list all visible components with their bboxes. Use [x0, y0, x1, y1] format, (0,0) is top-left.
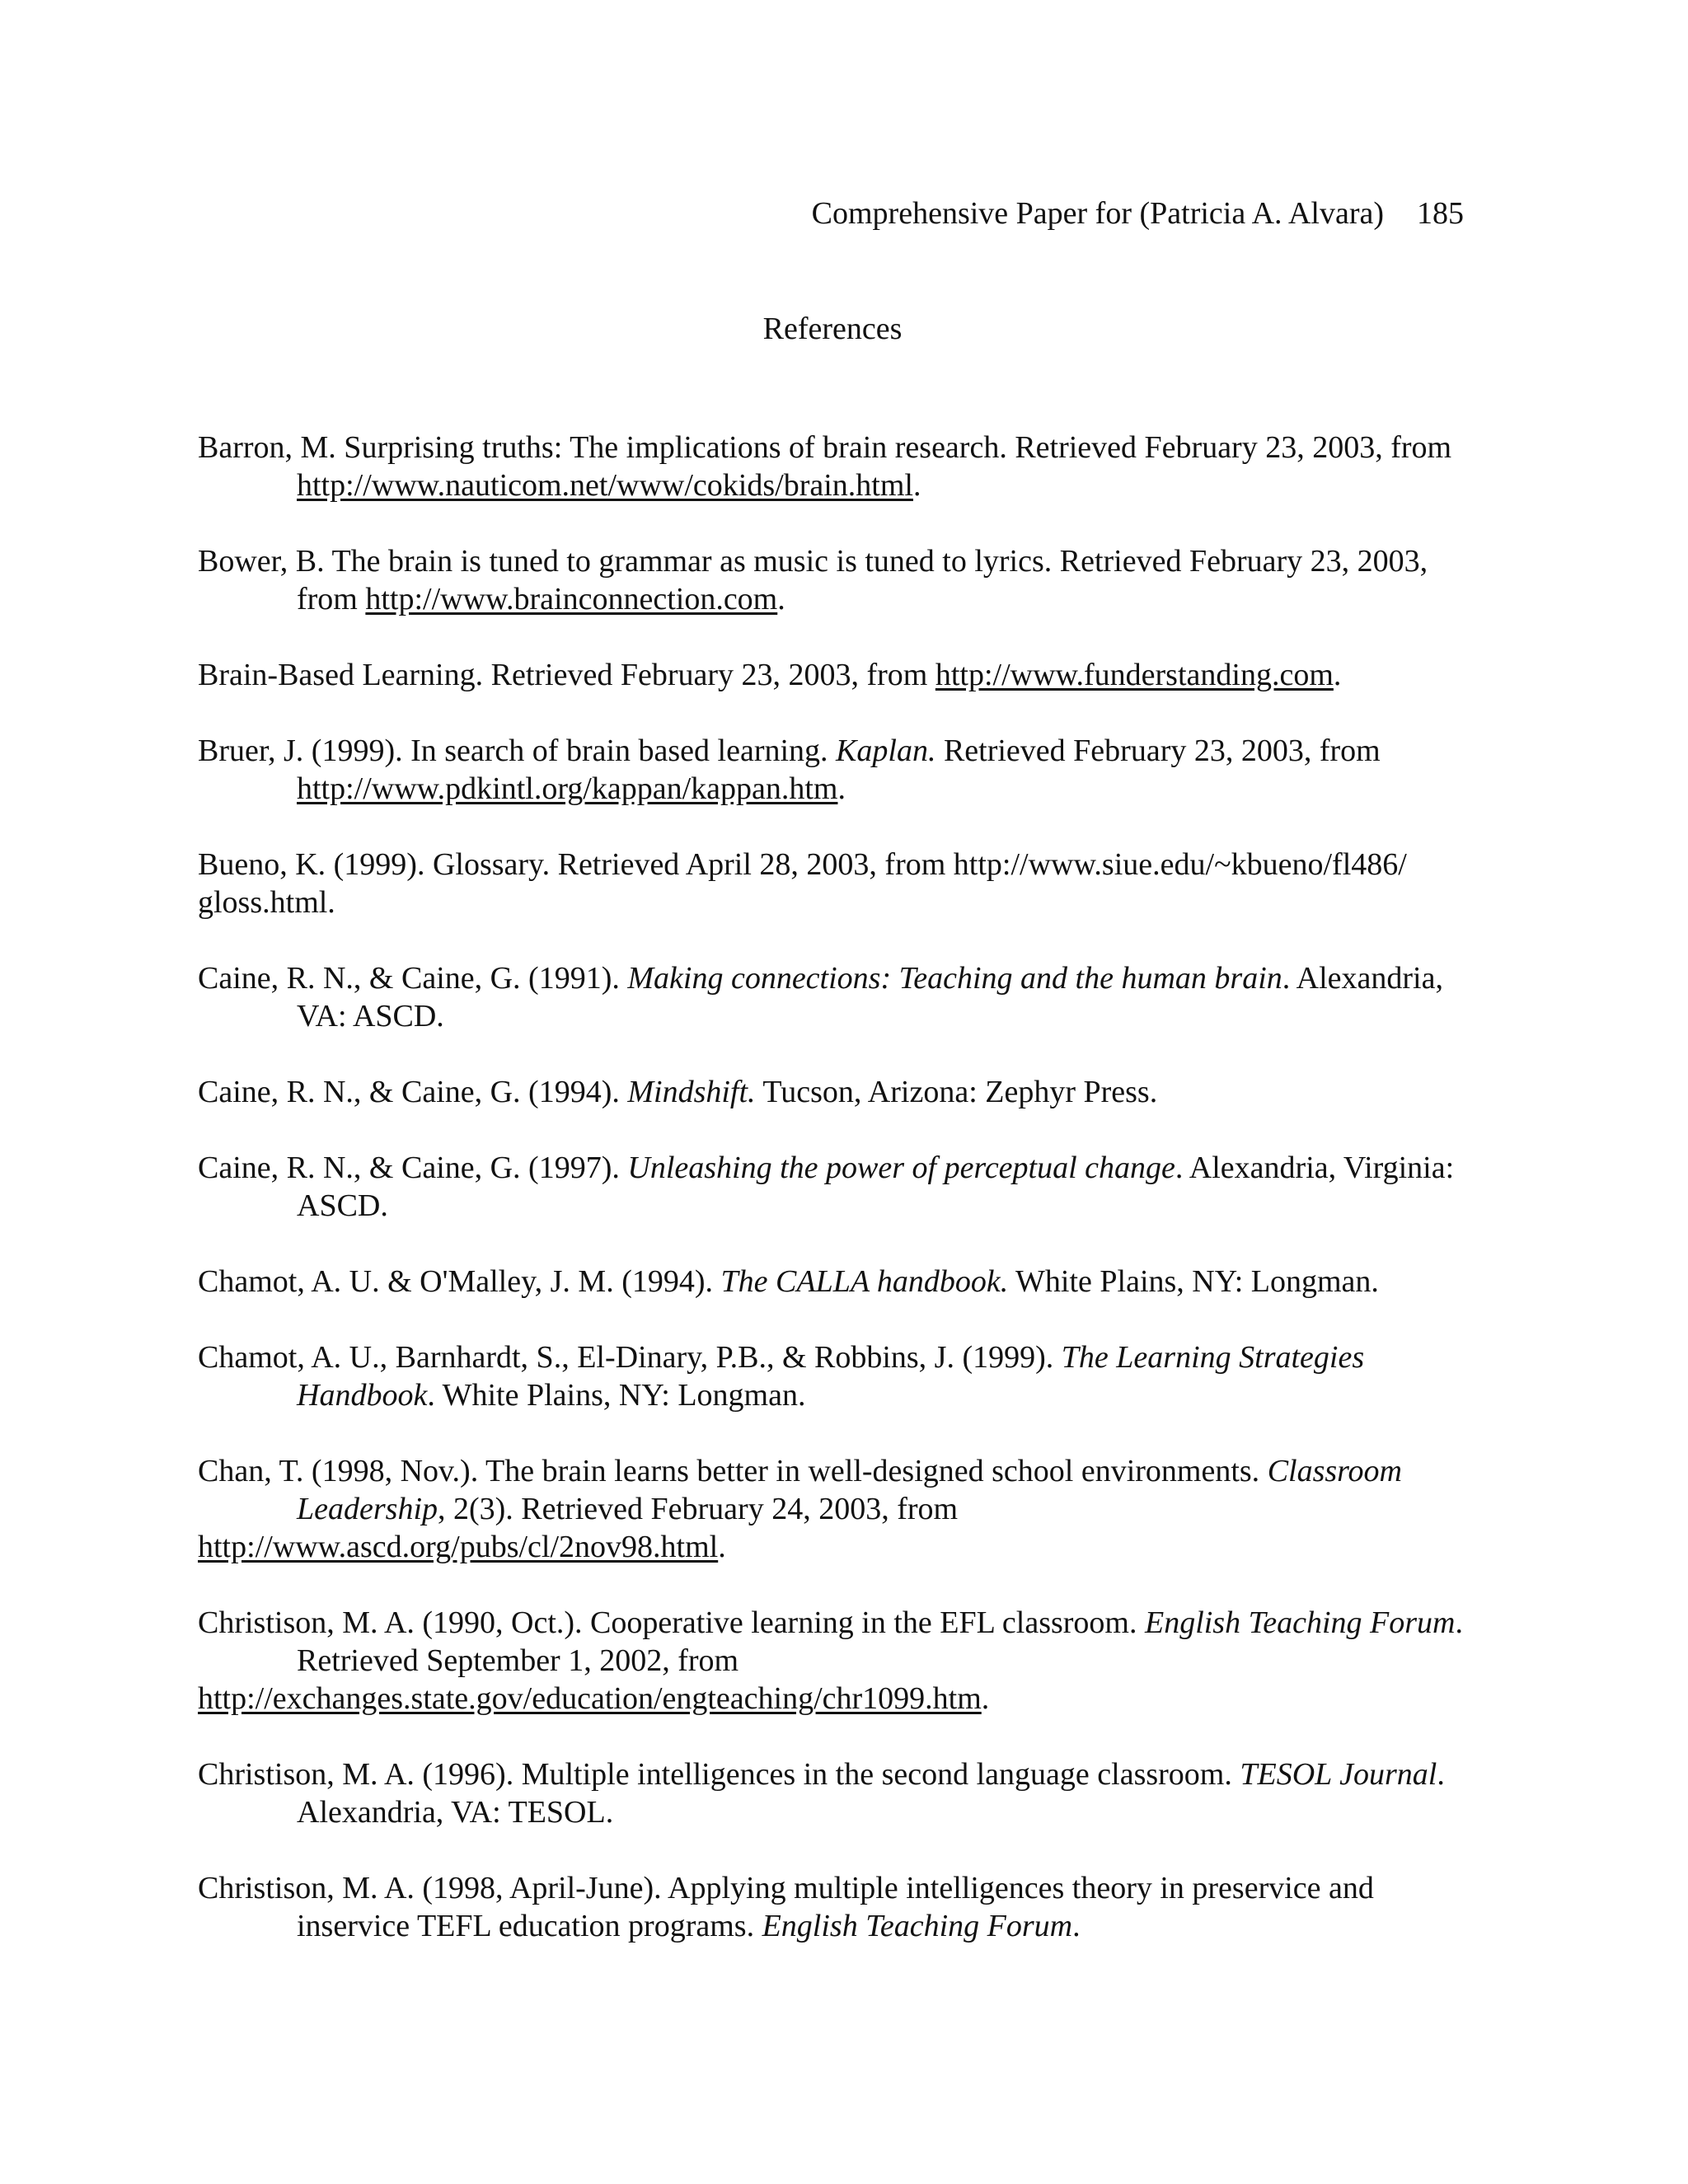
reference-entry: Christison, M. A. (1998, April-June). Applying multiple intelligences theory in preservice and inservice TEFL education programs. English Teaching Forum. [198, 1871, 1374, 1943]
reference-entry: Caine, R. N., & Caine, G. (1997). Unleashing the power of perceptual change. Alexandria, Virginia: ASCD. [198, 1151, 1455, 1223]
reference-list [198, 429, 1484, 1945]
references-heading: References [762, 312, 903, 346]
reference-entry: Chamot, A. U. & O'Malley, J. M. (1994). The CALLA handbook. White Plains, NY: Longman. [198, 1264, 1379, 1299]
running-head [812, 198, 1464, 229]
reference-entry: Bueno, K. (1999). Glossary. Retrieved April 28, 2003, from http://www.siue.edu/~kbueno/fl486/ gloss.html. [198, 847, 1407, 920]
reference-entry: Bruer, J. (1999). In search of brain based learning. Kaplan. Retrieved February 23, 2003, from http://www.pdkintl.org/kappan/kappan.htm. [198, 733, 1381, 806]
reference-entry: Caine, R. N., & Caine, G. (1991). Making connections: Teaching and the human brain. Alexandria, VA: ASCD. [198, 961, 1443, 1033]
running-head-title: Comprehensive Paper for (Patricia A. Alvara) [811, 196, 1384, 231]
reference-link[interactable]: http://www.nauticom.net/www/cokids/brain.html [297, 468, 913, 503]
reference-link[interactable]: http://exchanges.state.gov/education/engteaching/chr1099.htm [198, 1681, 982, 1716]
reference-entry: Christison, M. A. (1990, Oct.). Cooperative learning in the EFL classroom. English Teaching Forum. Retrieved September 1, 2002, from http://exchanges.state.gov/education/engteaching/chr1099.htm. [198, 1605, 1463, 1716]
reference-entry: Chamot, A. U., Barnhardt, S., El-Dinary, P.B., & Robbins, J. (1999). The Learning Strategies Handbook. White Plains, NY: Longman. [198, 1340, 1365, 1413]
reference-entry: Barron, M. Surprising truths: The implications of brain research. Retrieved February 23, 2003, from http://www.nauticom.net/www/cokids/brain.html. [198, 430, 1452, 503]
reference-link[interactable]: http://www.brainconnection.com [365, 582, 778, 616]
page-number: 185 [1417, 196, 1464, 231]
reference-link[interactable]: http://www.ascd.org/pubs/cl/2nov98.html [198, 1530, 719, 1564]
reference-entry: Bower, B. The brain is tuned to grammar as music is tuned to lyrics. Retrieved February 23, 2003, from http://www.brainconnection.com. [198, 544, 1428, 616]
reference-entry: Christison, M. A. (1996). Multiple intelligences in the second language classroom. TESOL Journal. Alexandria, VA: TESOL. [198, 1757, 1445, 1830]
reference-entry: Brain-Based Learning. Retrieved February 23, 2003, from http://www.funderstanding.com. [198, 658, 1342, 692]
reference-entry: Caine, R. N., & Caine, G. (1994). Mindshift. Tucson, Arizona: Zephyr Press. [198, 1075, 1158, 1109]
reference-entry: Chan, T. (1998, Nov.). The brain learns better in well-designed school environments. Classroom Leadership, 2(3). Retrieved February 24, 2003, from http://www.ascd.org/pubs/cl/2nov98.html. [198, 1454, 1402, 1564]
reference-link[interactable]: http://www.pdkintl.org/kappan/kappan.htm [297, 771, 838, 806]
reference-link[interactable]: http://www.funderstanding.com [935, 658, 1334, 692]
